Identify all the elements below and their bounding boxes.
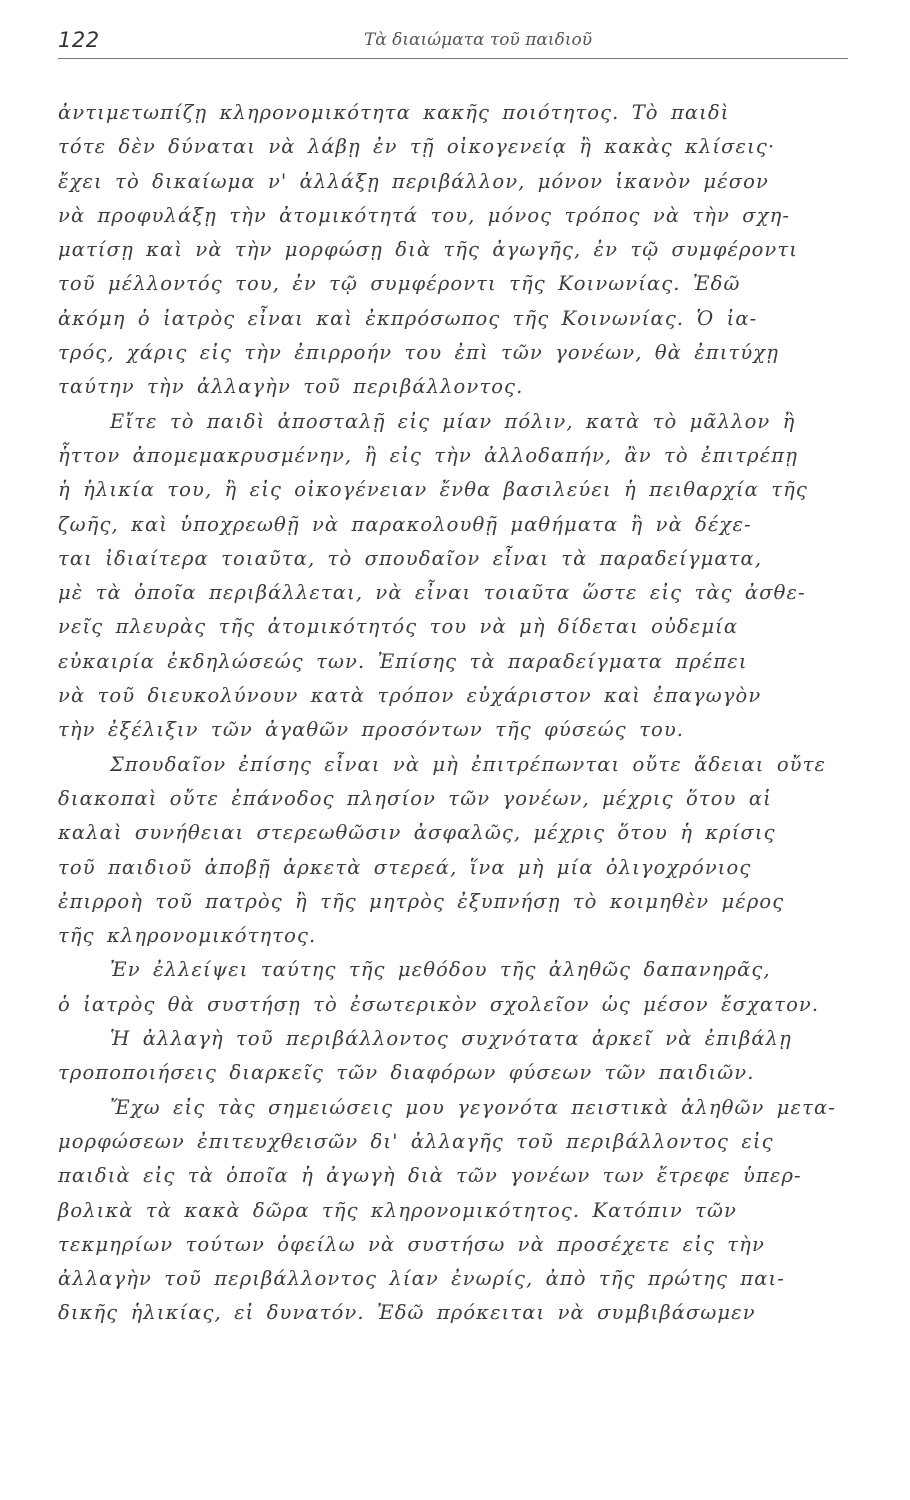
text-line: τοῦ μέλλοντός του, ἐν τῷ συμφέροντι τῆς Κοινωνίας. Ἐδῶ [58,272,741,296]
text-line: νὰ τοῦ διευκολύνουν κατὰ τρόπον εὐχάριστον καὶ ἐπαγωγὸν [58,684,762,708]
text-line: καλαὶ συνήθειαι στερεωθῶσιν ἀσφαλῶς, μέχρις ὅτου ἡ κρίσις [58,821,776,845]
body-text [58,96,848,1331]
text-line: δικῆς ἡλικίας, εἰ δυνατόν. Ἐδῶ πρόκειται νὰ συμβιβάσωμεν [58,1301,756,1325]
text-line: τεκμηρίων τούτων ὀφείλω νὰ συστήσω νὰ προσέχετε εἰς τὴν [58,1232,765,1256]
text-line: ἀλλαγὴν τοῦ περιβάλλοντος λίαν ἐνωρίς, ἀπὸ τῆς πρώτης παι- [58,1267,785,1291]
text-line: ταύτην τὴν ἀλλαγὴν τοῦ περιβάλλοντος. [58,375,524,399]
text-line: ἡ ἡλικία του, ἢ εἰς οἰκογένειαν ἔνθα βασιλεύει ἡ πειθαρχία τῆς [58,478,808,502]
text-line: βολικὰ τὰ κακὰ δῶρα τῆς κληρονομικότητος. Κατόπιν τῶν [58,1198,737,1222]
page-number: 122 [58,28,100,52]
text-line: ὁ ἰατρὸς θὰ συστήσῃ τὸ ἐσωτερικὸν σχολεῖον ὡς μέσον ἔσχατον. [58,992,820,1016]
text-line: τοῦ παιδιοῦ ἀποβῇ ἀρκετὰ στερεά, ἵνα μὴ μία ὀλιγοχρόνιος [58,855,752,879]
page-header [58,22,848,56]
text-line: νεῖς πλευρὰς τῆς ἀτομικότητός του νὰ μὴ δίδεται οὐδεμία [58,615,739,639]
text-line: ζωῆς, καὶ ὑποχρεωθῇ νὰ παρακολουθῇ μαθήματα ἢ νὰ δέχε- [58,512,752,536]
text-line: τότε δὲν δύναται νὰ λάβῃ ἐν τῇ οἰκογενείᾳ ἢ κακὰς κλίσεις· [58,135,776,159]
text-line: εὐκαιρία ἐκδηλώσεώς των. Ἐπίσης τὰ παραδείγματα πρέπει [58,649,748,673]
text-line: τὴν ἐξέλιξιν τῶν ἀγαθῶν προσόντων τῆς φύσεώς του. [58,718,685,742]
text-line: ἔχει τὸ δικαίωμα ν' ἀλλάξῃ περιβάλλον, μόνον ἱκανὸν μέσον [58,169,769,193]
text-line: ἐπιρροὴ τοῦ πατρὸς ἢ τῆς μητρὸς ἐξυπνήσῃ τὸ κοιμηθὲν μέρος [58,889,785,913]
paragraph-start-line: Σπουδαῖον ἐπίσης εἶναι νὰ μὴ ἐπιτρέπωνται οὔτε ἄδειαι οὔτε [110,752,827,776]
text-line: ματίσῃ καὶ νὰ τὴν μορφώσῃ διὰ τῆς ἀγωγῆς, ἐν τῷ συμφέροντι [58,238,799,262]
text-line: τῆς κληρονομικότητος. [58,924,317,948]
text-line: νὰ προφυλάξῃ τὴν ἀτομικότητά του, μόνος τρόπος νὰ τὴν σχη- [58,203,791,227]
paragraph-start-line: Ἔχω εἰς τὰς σημειώσεις μου γεγονότα πειστικὰ ἀληθῶν μετα- [110,1095,836,1119]
text-line: μὲ τὰ ὁποῖα περιβάλλεται, νὰ εἶναι τοιαῦτα ὥστε εἰς τὰς ἀσθε- [58,581,806,605]
text-line: τρός, χάρις εἰς τὴν ἐπιρροήν του ἐπὶ τῶν γονέων, θὰ ἐπιτύχῃ [58,341,779,365]
text-line: διακοπαὶ οὔτε ἐπάνοδος πλησίον τῶν γονέων, μέχρις ὅτου αἱ [58,786,772,810]
text-line: μορφώσεων ἐπιτευχθεισῶν δι' ἀλλαγῆς τοῦ περιβάλλοντος εἰς [58,1129,774,1153]
running-title: Τὰ διαιώματα τοῦ παιδιοῦ [363,30,593,50]
text-line: τροποποιήσεις διαρκεῖς τῶν διαφόρων φύσεων τῶν παιδιῶν. [58,1061,755,1085]
text-line: ἀκόμη ὁ ἰατρὸς εἶναι καὶ ἐκπρόσωπος τῆς Κοινωνίας. Ὁ ἰα- [58,306,758,330]
text-line: ἧττον ἀπομεμακρυσμένην, ἢ εἰς τὴν ἀλλοδαπήν, ἂν τὸ ἐπιτρέπῃ [58,443,799,467]
text-line: ἀντιμετωπίζῃ κληρονομικότητα κακῆς ποιότητος. Τὸ παιδὶ [58,101,730,124]
paragraph-start-line: Εἴτε τὸ παιδὶ ἀποσταλῇ εἰς μίαν πόλιν, κατὰ τὸ μᾶλλον ἢ [110,409,796,433]
text-line: ται ἰδιαίτερα τοιαῦτα, τὸ σπουδαῖον εἶναι τὰ παραδείγματα, [58,546,763,570]
header-rule [58,58,848,59]
text-line: παιδιὰ εἰς τὰ ὁποῖα ἡ ἀγωγὴ διὰ τῶν γονέων των ἔτρεφε ὑπερ- [58,1164,802,1188]
paragraph-start-line: Ἐν ἐλλείψει ταύτης τῆς μεθόδου τῆς ἀληθῶς δαπανηρᾶς, [110,958,771,982]
paragraph-start-line: Ἡ ἀλλαγὴ τοῦ περιβάλλοντος συχνότατα ἀρκεῖ νὰ ἐπιβάλῃ [110,1027,792,1051]
